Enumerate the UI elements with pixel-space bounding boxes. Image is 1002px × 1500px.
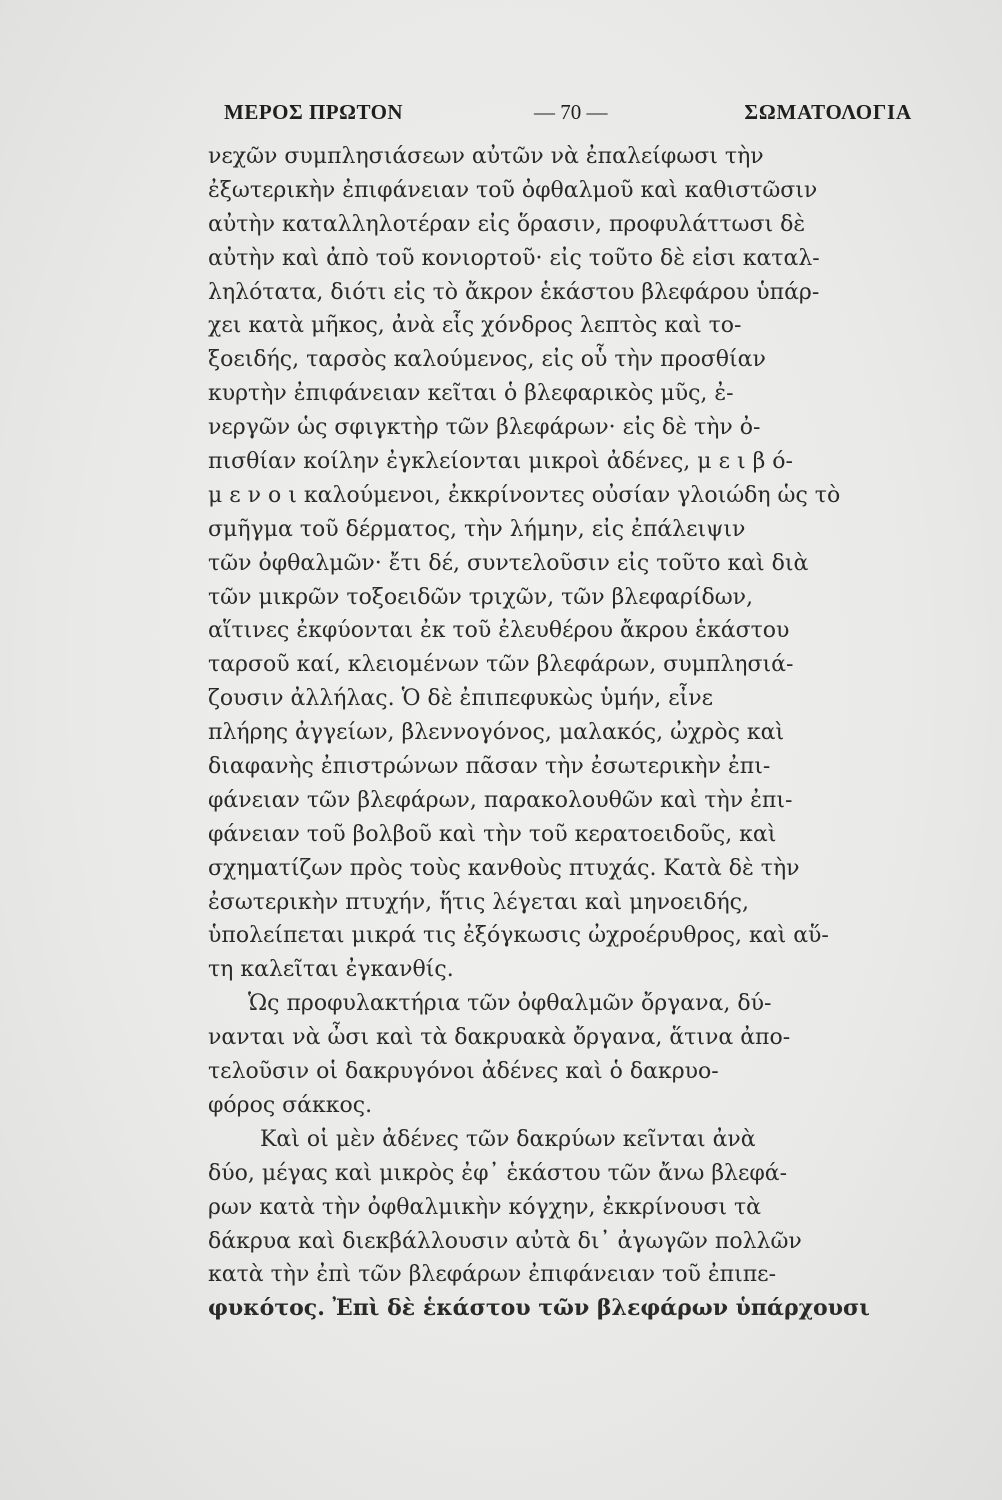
text-line: τη καλεῖται ἐγκανθίς. [208,957,454,983]
text-line: σμῆγμα τοῦ δέρματος, τὴν λήμην, εἰς ἐπάλειψιν [208,516,746,542]
text-line: κυρτὴν ἐπιφάνειαν κεῖται ὁ βλεφαρικὸς μῦς, ἐ- [208,381,734,407]
text-line: ταρσοῦ καί, κλειομένων τῶν βλεφάρων, συμπλησιά- [208,652,794,678]
text-line: φάνειαν τῶν βλεφάρων, παρακολουθῶν καὶ τὴν ἐπι- [208,787,793,813]
text-line: ρων κατὰ τὴν ὀφθαλμικὴν κόγχην, ἐκκρίνουσι τὰ [208,1194,762,1220]
text-line: ἐξωτερικὴν ἐπιφάνειαν τοῦ ὀφθαλμοῦ καὶ καθιστῶσιν [208,177,818,203]
text-line: νανται νὰ ὦσι καὶ τὰ δακρυακὰ ὄργανα, ἅτινα ἀπο- [208,1025,791,1051]
text-line: φάνειαν τοῦ βολβοῦ καὶ τὴν τοῦ κερατοειδοῦς, καὶ [208,821,777,847]
text-line: αὐτὴν καὶ ἀπὸ τοῦ κονιορτοῦ· εἰς τοῦτο δὲ εἰσι καταλ- [208,245,820,271]
text-line: δάκρυα καὶ διεκβάλλουσιν αὐτὰ δι᾽ ἀγωγῶν πολλῶν [208,1228,802,1254]
paragraph-first-line: Καὶ οἱ μὲν ἀδένες τῶν δακρύων κεῖνται ἀνὰ [260,1126,756,1152]
text-line: μ ε ν ο ι καλούμενοι, ἐκκρίνοντες οὐσίαν γλοιώδη ὡς τὸ [208,482,841,508]
paragraph-first-line: Ὡς προφυλακτήρια τῶν ὀφθαλμῶν ὄργανα, δύ- [248,991,772,1017]
text-line: ληλότατα, διότι εἰς τὸ ἄκρον ἑκάστου βλεφάρου ὑπάρ- [208,279,820,305]
text-line: νεργῶν ὡς σφιγκτὴρ τῶν βλεφάρων· εἰς δὲ τὴν ὀ- [208,415,761,441]
text-line: νεχῶν συμπλησιάσεων αὐτῶν νὰ ἐπαλείφωσι τὴν [208,144,764,169]
text-line: σχηματίζων πρὸς τοὺς κανθοὺς πτυχάς. Κατὰ δὲ τὴν [208,855,800,881]
body-text [208,140,908,1326]
text-line: πισθίαν κοίλην ἐγκλείονται μικροὶ ἀδένες, μ ε ι β ό- [208,449,793,475]
text-line: τελοῦσιν οἱ δακρυγόνοι ἀδένες καὶ ὁ δακρυο- [208,1059,719,1085]
text-line: φυκότος. Ἐπὶ δὲ ἑκάστου τῶν βλεφάρων ὑπάρχουσι [208,1295,870,1322]
text-line: χει κατὰ μῆκος, ἀνὰ εἷς χόνδρος λεπτὸς καὶ το- [208,313,742,339]
text-line: δύο, μέγας καὶ μικρὸς ἐφ᾽ ἑκάστου τῶν ἄνω βλεφά- [208,1160,788,1186]
page-number: — 70 — [534,100,608,124]
header-part-title: ΜΕΡΟΣ ΠΡΩΤΟΝ [224,100,404,124]
text-line: αἵτινες ἐκφύονται ἐκ τοῦ ἐλευθέρου ἄκρου ἑκάστου [208,618,790,644]
text-line: ξοειδής, ταρσὸς καλούμενος, εἰς οὗ τὴν προσθίαν [208,347,766,373]
text-line: ζουσιν ἀλλήλας. Ὁ δὲ ἐπιπεφυκὼς ὑμήν, εἶνε [208,686,714,712]
text-line: πλήρης ἀγγείων, βλεννογόνος, μαλακός, ὠχρὸς καὶ [208,720,785,746]
text-line: αὐτὴν καταλληλοτέραν εἰς ὅρασιν, προφυλάττωσι δὲ [208,211,806,237]
text-line: ἐσωτερικὴν πτυχήν, ἥτις λέγεται καὶ μηνοειδής, [208,889,749,915]
text-line: φόρος σάκκος. [208,1092,373,1118]
text-line: τῶν μικρῶν τοξοειδῶν τριχῶν, τῶν βλεφαρίδων, [208,584,754,610]
text-line: διαφανὴς ἐπιστρώνων πᾶσαν τὴν ἐσωτερικὴν ἐπι- [208,754,771,780]
text-line: ὑπολείπεται μικρά τις ἐξόγκωσις ὠχροέρυθρος, καὶ αὕ- [208,923,829,949]
text-line: κατὰ τὴν ἐπὶ τῶν βλεφάρων ἐπιφάνειαν τοῦ ἐπιπε- [208,1262,777,1288]
header-section-title: ΣΩΜΑΤΟΛΟΓΙΑ [744,100,912,124]
running-header [224,100,912,134]
text-line: τῶν ὀφθαλμῶν· ἔτι δέ, συντελοῦσιν εἰς τοῦτο καὶ διὰ [208,550,809,576]
